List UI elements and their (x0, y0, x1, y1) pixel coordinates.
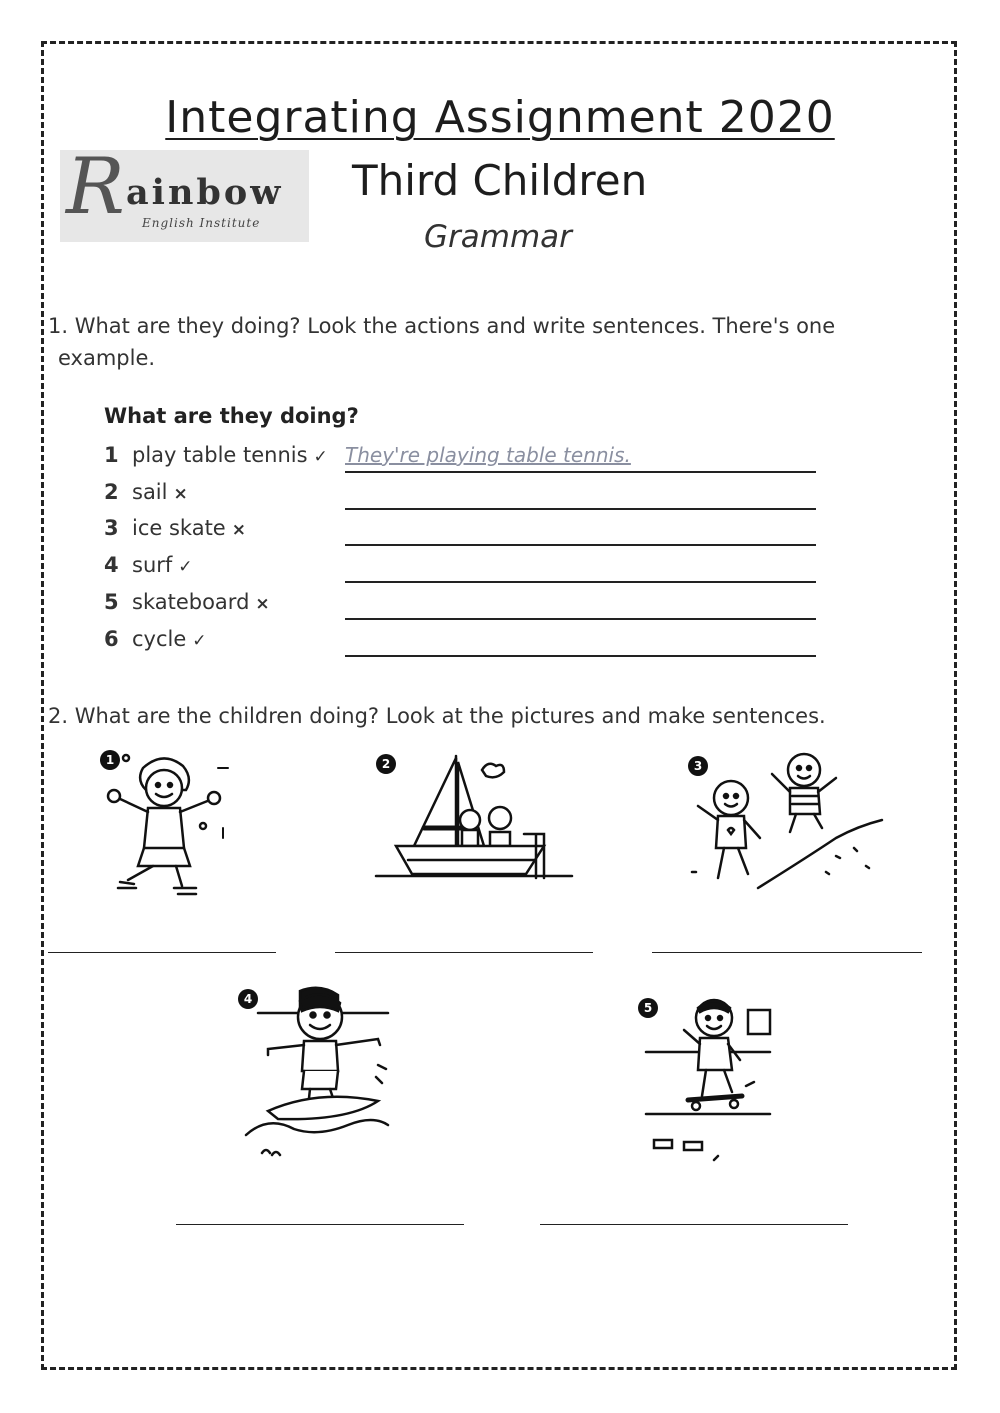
row-action: skateboard (132, 590, 250, 614)
exercise2-instruction: 2. What are the children doing? Look at the pictures and make sentences. (48, 704, 826, 728)
row-action: surf (132, 553, 173, 577)
check-icon: ✓ (178, 557, 193, 577)
cross-icon: × (231, 520, 246, 540)
row-action: play table tennis (132, 443, 308, 467)
row-action: sail (132, 480, 168, 504)
exercise1-box-title: What are they doing? (104, 404, 359, 428)
answer-line[interactable] (48, 952, 276, 953)
answer-line[interactable]: They're playing table tennis. (345, 443, 816, 473)
cross-icon: × (255, 594, 270, 614)
sailing-boat-icon (374, 748, 574, 888)
row-number: 6 (104, 627, 119, 651)
exercise-row (104, 627, 824, 657)
exercise-row (104, 516, 824, 546)
hiking-children-icon (686, 748, 886, 898)
exercise1-instruction: 1. What are they doing? Look the actions and write sentences. There's one example. (48, 314, 836, 370)
picture-number: 2 (376, 754, 396, 774)
row-action: cycle (132, 627, 187, 651)
logo-initial: R (66, 142, 125, 232)
row-number: 3 (104, 516, 119, 540)
rainbow-logo (60, 142, 309, 242)
exercise-row (104, 480, 824, 510)
answer-line[interactable] (652, 952, 922, 953)
row-action: ice skate (132, 516, 226, 540)
answer-line[interactable] (345, 627, 816, 657)
ice-skating-girl-icon (98, 748, 233, 903)
check-icon: ✓ (192, 631, 207, 651)
exercise-row (104, 443, 824, 473)
page-subject: Grammar (424, 219, 572, 255)
answer-line[interactable] (335, 952, 593, 953)
skateboarding-boy-icon (636, 990, 776, 1170)
exercise-row (104, 553, 824, 583)
picture-number: 4 (238, 989, 258, 1009)
answer-line[interactable] (345, 480, 816, 510)
row-number: 2 (104, 480, 119, 504)
logo-tagline: English Institute (142, 216, 261, 230)
row-number: 1 (104, 443, 119, 467)
check-icon: ✓ (313, 447, 328, 467)
surfing-boy-icon (238, 985, 393, 1165)
page-subtitle: Third Children (352, 156, 648, 205)
picture-number: 5 (638, 998, 658, 1018)
row-number: 4 (104, 553, 119, 577)
picture-number: 3 (688, 756, 708, 776)
answer-line[interactable] (176, 1224, 464, 1225)
picture-number: 1 (100, 750, 120, 770)
answer-line[interactable] (540, 1224, 848, 1225)
page-title: Integrating Assignment 2020 (165, 92, 835, 143)
cross-icon: × (173, 484, 188, 504)
answer-line[interactable] (345, 553, 816, 583)
answer-line[interactable] (345, 516, 816, 546)
row-number: 5 (104, 590, 119, 614)
answer-line[interactable] (345, 590, 816, 620)
logo-word: ainbow (126, 172, 284, 213)
exercise-row (104, 590, 824, 620)
